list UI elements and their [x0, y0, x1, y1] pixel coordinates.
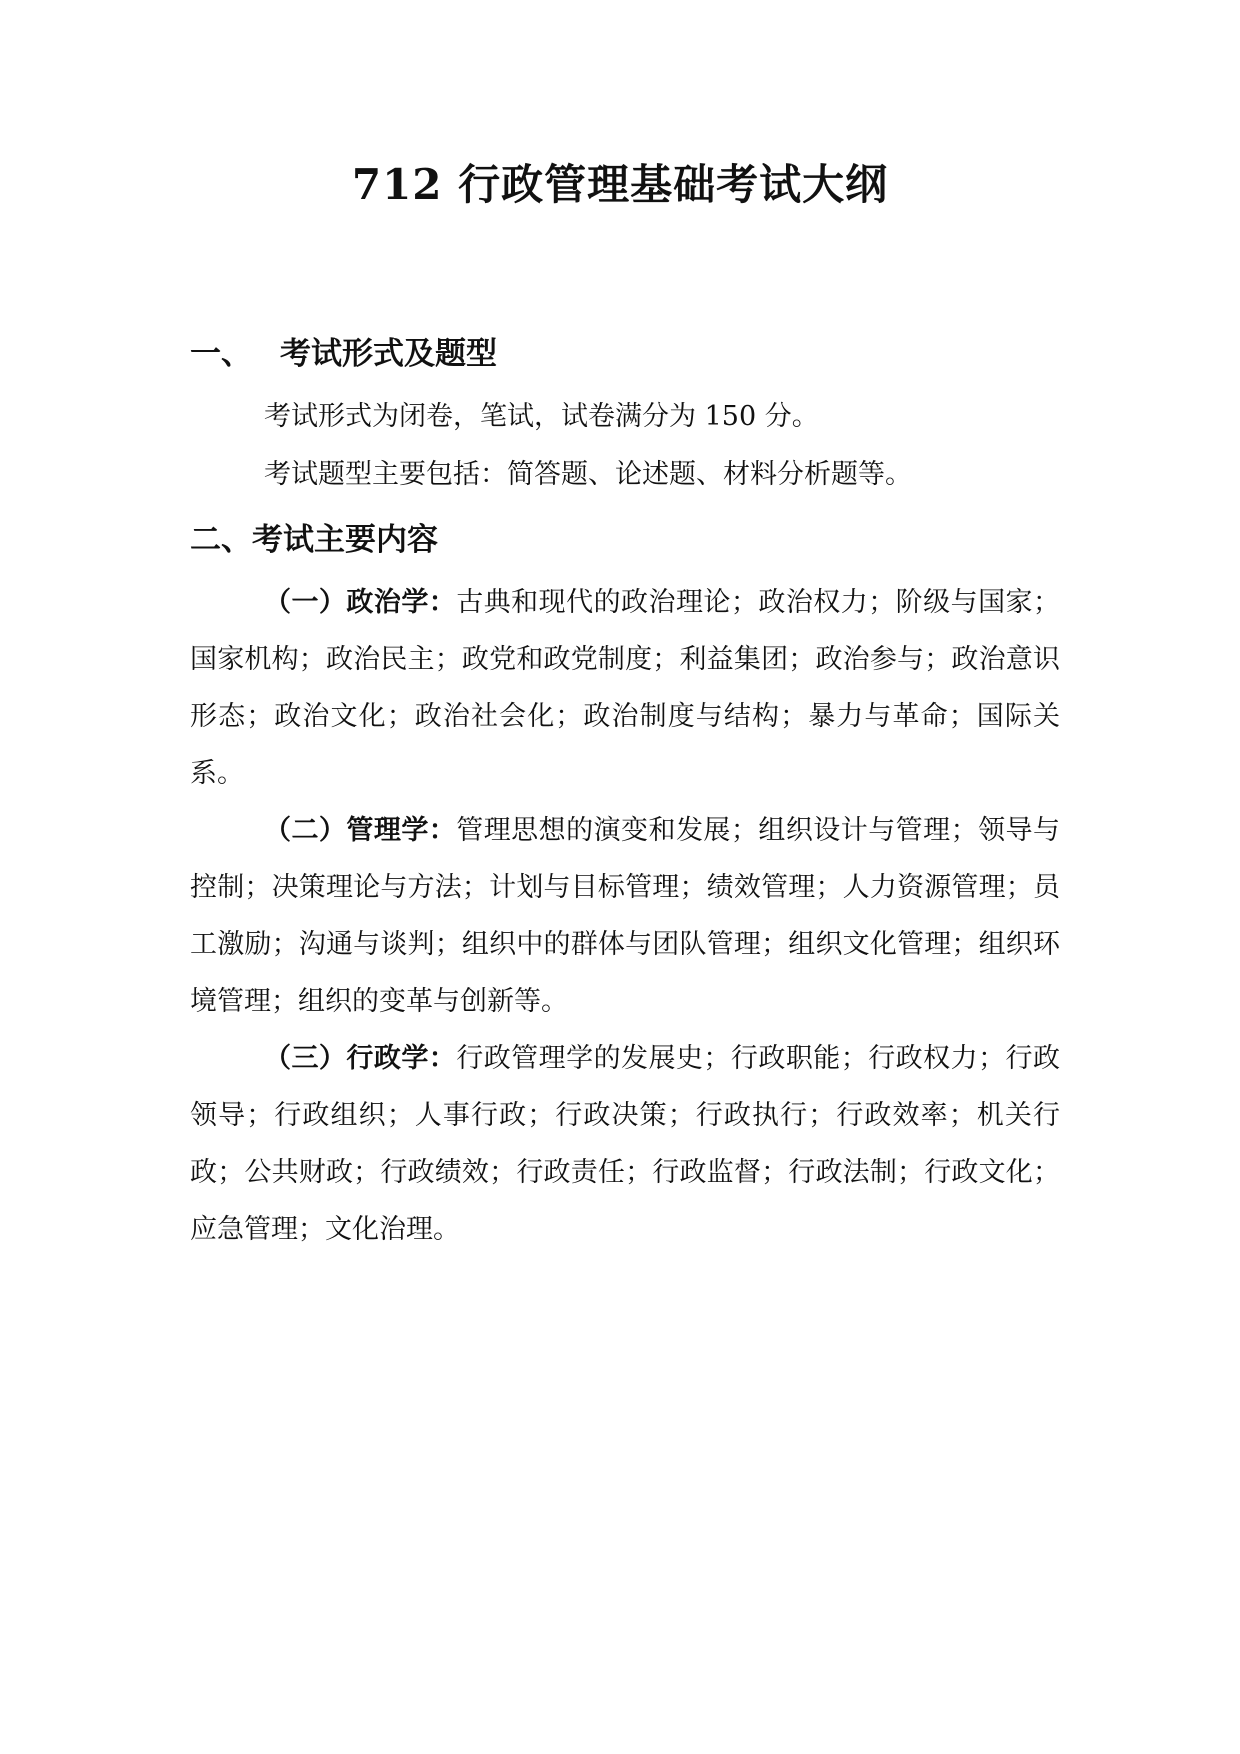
subsection-label: （二）管理学：	[264, 815, 457, 846]
section-title: 考试主要内容	[252, 522, 438, 558]
paragraph-exam-format: 考试形式为闭卷，笔试，试卷满分为 150 分。	[264, 401, 819, 432]
subsection-text: 古典和现代的政治理论；政治权力；阶级与国家；国家机构；政治民主；政党和政党制度；利益集团；政治参与；政治意识形态；政治文化；政治社会化；政治制度与结构；暴力与革命；国际关系。	[190, 587, 1060, 789]
subsection-text: 行政管理学的发展史；行政职能；行政权力；行政领导；行政组织；人事行政；行政决策；行政执行；行政效率；机关行政；公共财政；行政绩效；行政责任；行政监督；行政法制；行政文化；应急管理；文化治理。	[190, 1043, 1060, 1245]
subsection-text: 管理思想的演变和发展；组织设计与管理；领导与控制；决策理论与方法；计划与目标管理；绩效管理；人力资源管理；员工激励；沟通与谈判；组织中的群体与团队管理；组织文化管理；组织环境管理；组织的变革与创新等。	[190, 815, 1060, 1017]
subsection-political-science	[190, 574, 1060, 802]
section-number: 二、	[190, 522, 252, 558]
section-heading	[190, 330, 1060, 378]
subsection-label: （三）行政学：	[264, 1043, 457, 1074]
subsection-management	[190, 802, 1060, 1030]
section-heading	[190, 516, 1060, 564]
document-body	[190, 330, 1060, 1258]
document-title: 712 行政管理基础考试大纲	[351, 160, 889, 209]
subsection-label: （一）政治学：	[264, 587, 457, 618]
subsection-public-administration	[190, 1030, 1060, 1258]
paragraph-question-types: 考试题型主要包括：简答题、论述题、材料分析题等。	[264, 459, 912, 490]
section-number: 一、	[190, 336, 252, 372]
section-exam-content	[190, 516, 1060, 1258]
section-exam-format	[190, 330, 1060, 504]
section-title: 考试形式及题型	[280, 336, 497, 372]
